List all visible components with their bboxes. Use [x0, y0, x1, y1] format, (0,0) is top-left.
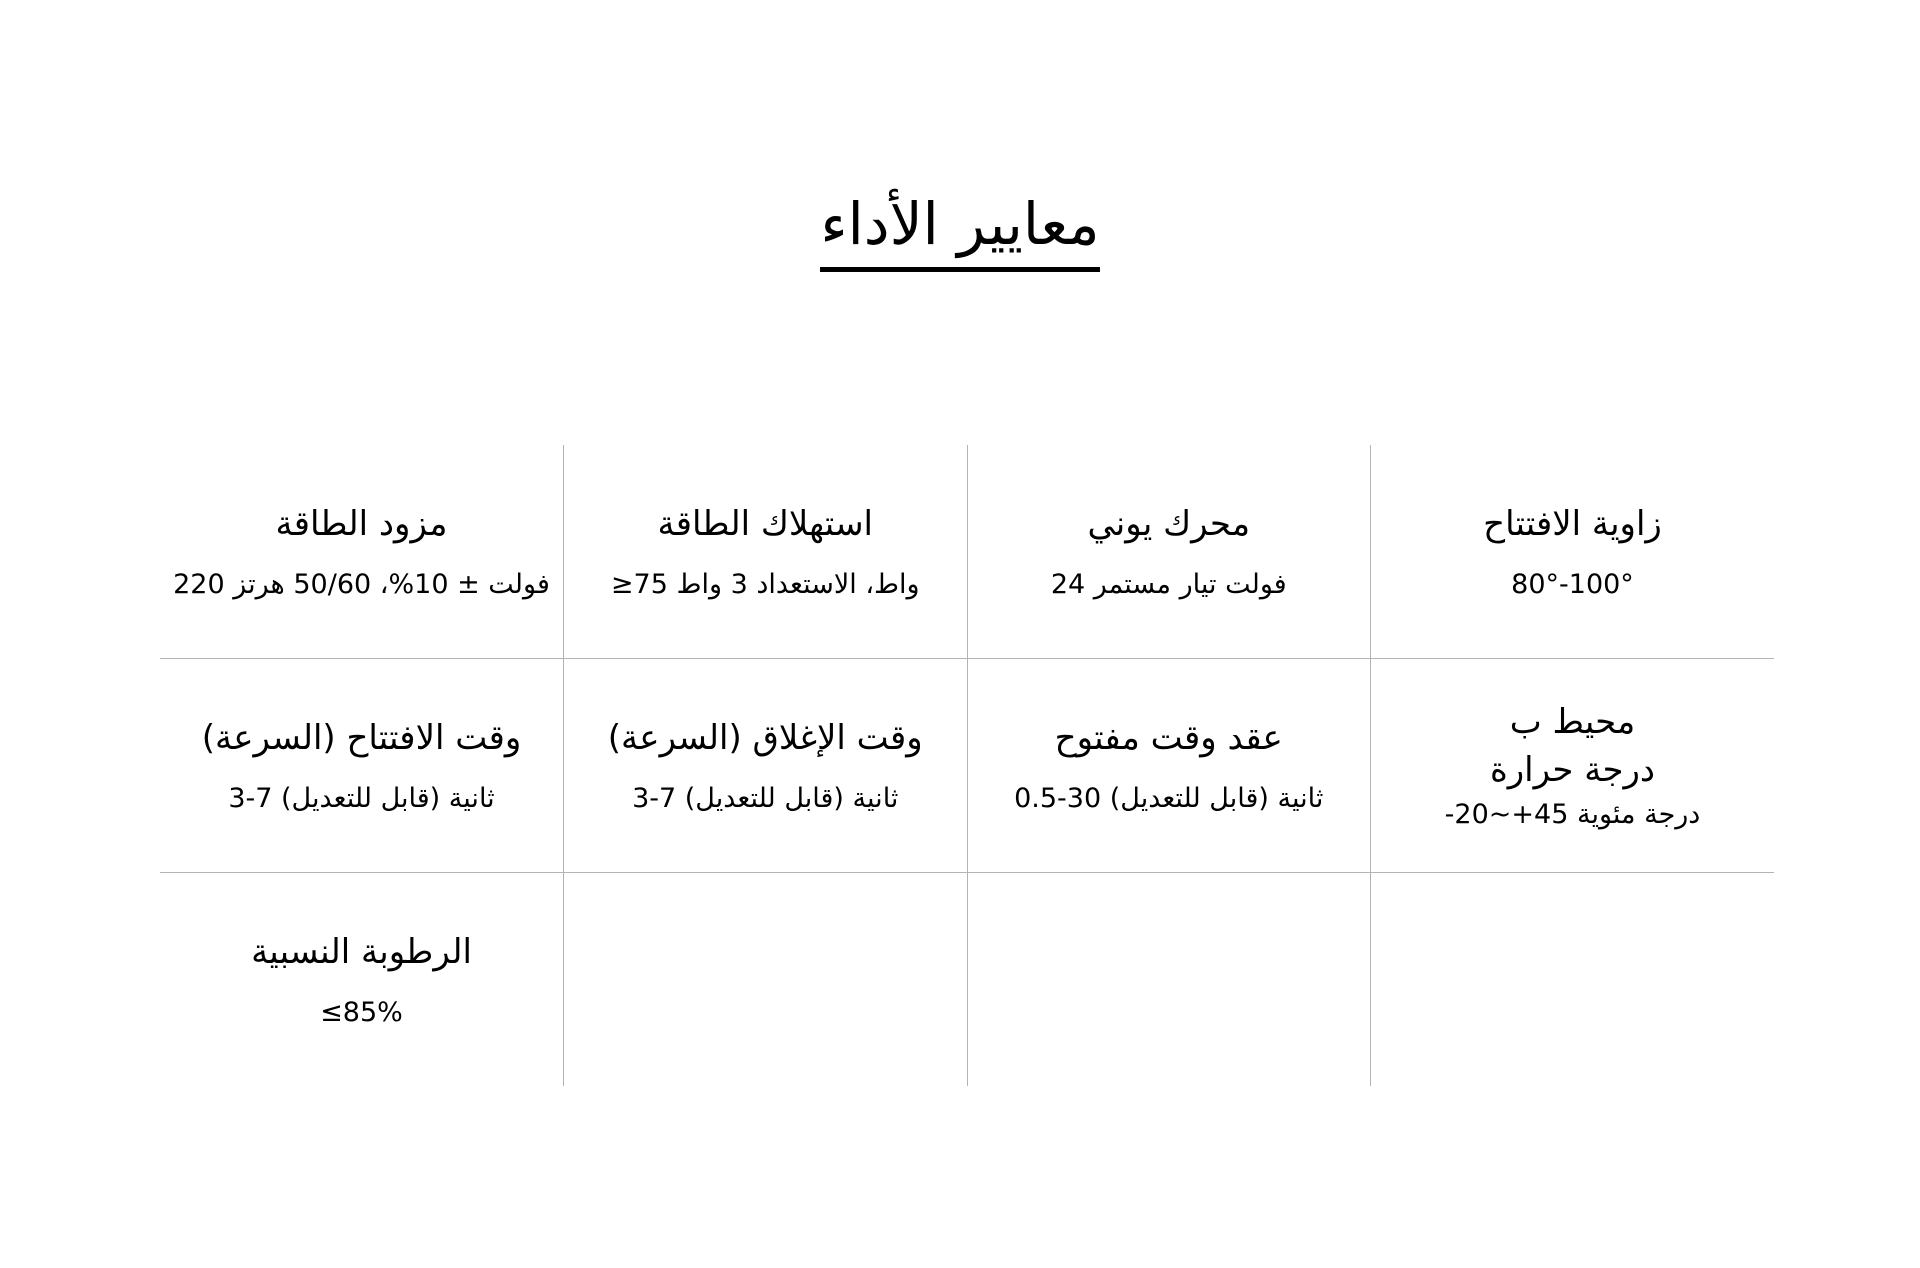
cell-value: -20~+45 درجة مئوية: [1444, 798, 1701, 830]
cell-label: زاوية الافتتاح: [1483, 504, 1662, 545]
cell-label: الرطوبة النسبية: [251, 932, 472, 973]
parameters-table-container: [160, 445, 1774, 1085]
cell-label: وقت الإغلاق (السرعة): [607, 718, 923, 759]
table-cell: [160, 873, 564, 1087]
page-title: [0, 190, 1920, 272]
cell-value: 3-7 ثانية (قابل للتعديل): [632, 782, 899, 814]
table-cell-empty: [564, 873, 968, 1087]
cell-value: 220 فولت ± 10%، 50/60 هرتز: [173, 568, 550, 600]
page-title-text: معايير الأداء: [820, 195, 1099, 272]
table-row: [160, 659, 1774, 873]
cell-label: استهلاك الطاقة: [657, 504, 874, 545]
cell-value: ≥75 واط، الاستعداد 3 واط: [610, 568, 920, 600]
table-cell: [967, 659, 1371, 873]
table-cell: [1371, 445, 1775, 659]
cell-value: 3-7 ثانية (قابل للتعديل): [228, 782, 495, 814]
cell-label: عقد وقت مفتوح: [1054, 718, 1283, 759]
cell-label: محرك يوني: [1087, 504, 1251, 545]
table-cell: [1371, 659, 1775, 873]
table-cell: [967, 445, 1371, 659]
table-cell-empty: [1371, 873, 1775, 1087]
table-cell: [564, 445, 968, 659]
cell-label: وقت الافتتاح (السرعة): [201, 718, 522, 759]
table-cell: [160, 659, 564, 873]
table-cell: [564, 659, 968, 873]
cell-label: محيط ب درجة حرارة: [1489, 702, 1656, 790]
table-cell-empty: [967, 873, 1371, 1087]
table-cell: [160, 445, 564, 659]
cell-value: 80°-100°: [1511, 568, 1634, 600]
cell-value: 24 فولت تيار مستمر: [1050, 568, 1287, 600]
cell-value: ≤85%: [320, 996, 403, 1028]
table-row: [160, 873, 1774, 1087]
table-row: [160, 445, 1774, 659]
parameters-table: [160, 445, 1774, 1086]
cell-value: 0.5-30 ثانية (قابل للتعديل): [1014, 782, 1324, 814]
cell-label: مزود الطاقة: [275, 504, 448, 545]
